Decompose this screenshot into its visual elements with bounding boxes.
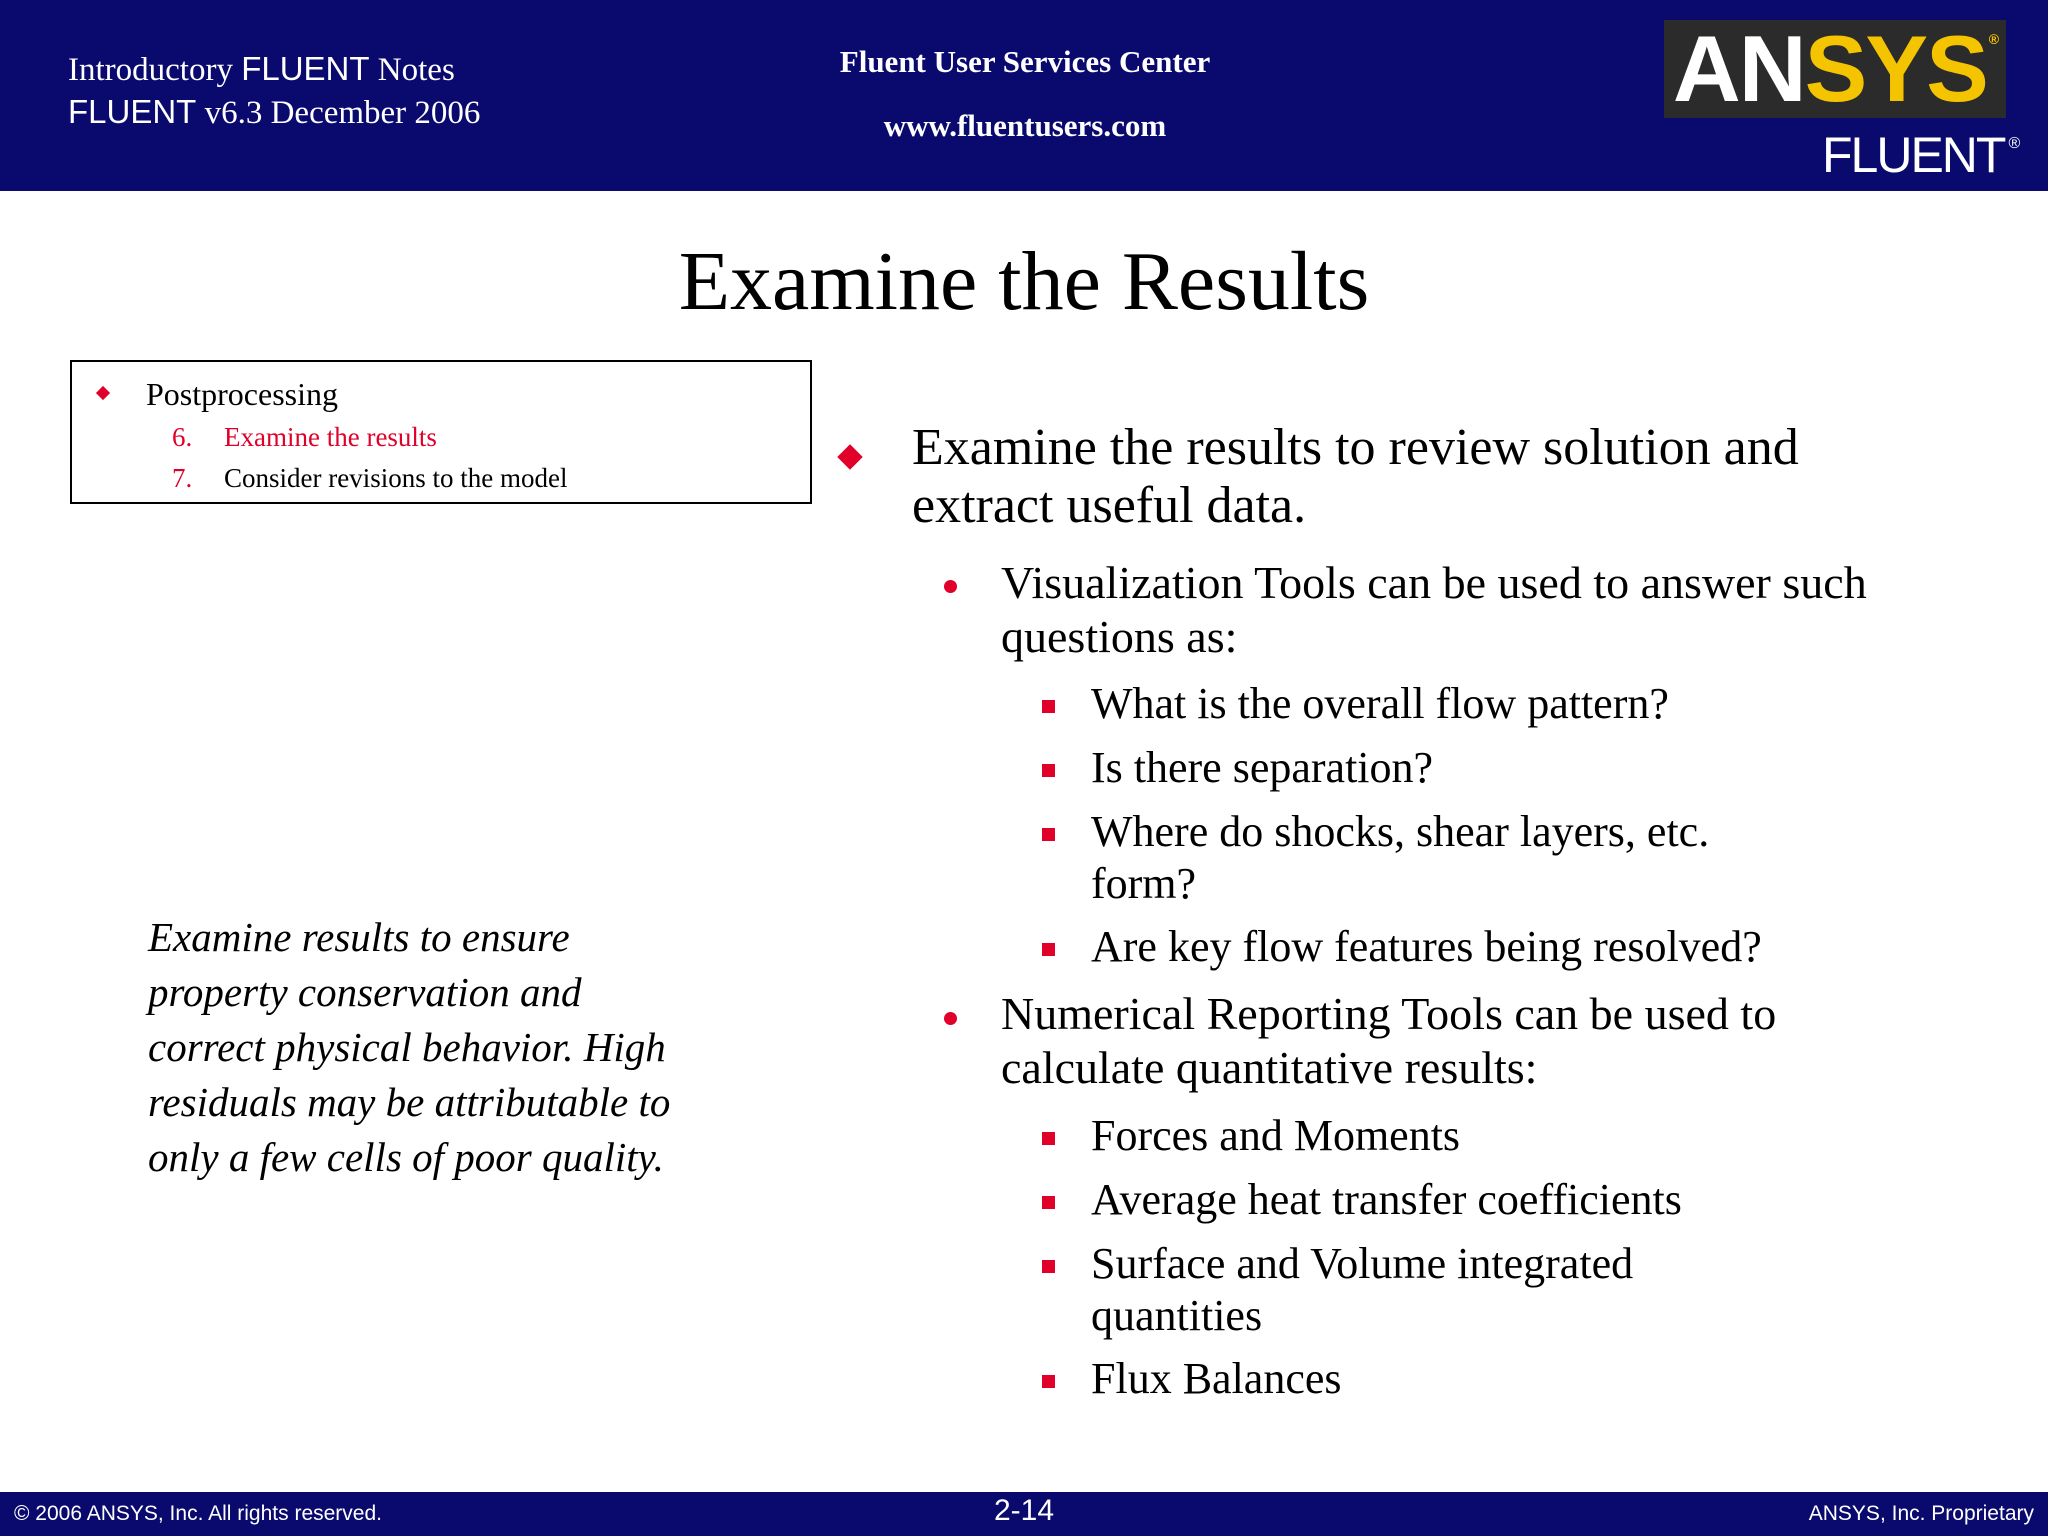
list-item: Surface and Volume integrated quantities — [1091, 1239, 1634, 1340]
dot-bullet-icon — [944, 1012, 957, 1025]
logo-registered-mark: ® — [1988, 31, 1998, 47]
square-bullet-icon — [1042, 1132, 1055, 1145]
list-item: Flux Balances — [1091, 1354, 1342, 1403]
ansys-logo — [1664, 16, 2006, 121]
copyright: © 2006 ANSYS, Inc. All rights reserved. — [14, 1502, 382, 1525]
course-version-date: v6.3 December 2006 — [196, 95, 481, 131]
step-number: 6. — [172, 422, 193, 452]
square-bullet-icon — [1042, 943, 1055, 956]
list-item: What is the overall flow pattern? — [1091, 679, 1669, 728]
list-item: Are key flow features being resolved? — [1091, 922, 1762, 971]
diamond-bullet-icon — [837, 444, 862, 469]
square-bullet-icon — [1042, 700, 1055, 713]
footer-band — [0, 1492, 2048, 1536]
diamond-bullet-icon — [96, 386, 110, 400]
dot-bullet-icon — [944, 580, 957, 593]
list-item: Average heat transfer coefficients — [1091, 1175, 1682, 1224]
services-center-name: Fluent User Services Center — [839, 44, 1211, 79]
logo-text-sys: SYS — [1804, 16, 1987, 121]
step-label: Examine the results — [224, 422, 437, 452]
proprietary-notice: ANSYS, Inc. Proprietary — [1808, 1502, 2034, 1525]
main-bullet: Examine the results to review solution and extract useful data. — [912, 419, 1799, 534]
fluent-registered-mark: ® — [2008, 135, 2021, 152]
header-band — [0, 0, 2048, 191]
square-bullet-icon — [1042, 1260, 1055, 1273]
list-item: Is there separation? — [1091, 743, 1434, 792]
fluent-logo-word: FLUENT — [1822, 127, 2005, 183]
side-note: Examine results to ensure property conservation and correct physical behavior. High residuals may be attributable to only a few cells of poor quality. — [148, 914, 671, 1180]
step-label: Consider revisions to the model — [224, 463, 568, 493]
page-number: 2-14 — [993, 1494, 1055, 1527]
course-title-part1: Introductory — [68, 52, 242, 88]
services-center-url: www.fluentusers.com — [883, 108, 1167, 143]
course-title — [68, 48, 480, 91]
services-center — [760, 44, 1290, 144]
section-numerical-reporting: Numerical Reporting Tools can be used to calculate quantitative results: — [1001, 988, 1777, 1093]
course-title-product: FLUENT — [241, 50, 370, 87]
slide-title: Examine the Results — [678, 235, 1370, 328]
logo-text-an: AN — [1672, 16, 1805, 121]
course-version-product: FLUENT — [68, 93, 197, 130]
course-info — [68, 48, 480, 134]
steps-heading: Postprocessing — [146, 376, 338, 412]
step-number: 7. — [172, 463, 193, 493]
square-bullet-icon — [1042, 1375, 1055, 1388]
course-version — [68, 91, 480, 134]
list-item: Where do shocks, shear layers, etc. form? — [1091, 807, 1710, 908]
course-title-part2: Notes — [369, 52, 455, 88]
workflow-steps-box — [70, 360, 812, 504]
fluent-logo-text — [1822, 126, 2020, 184]
section-visualization: Visualization Tools can be used to answer such questions as: — [1001, 557, 1867, 662]
square-bullet-icon — [1042, 828, 1055, 841]
square-bullet-icon — [1042, 1196, 1055, 1209]
list-item: Forces and Moments — [1091, 1111, 1461, 1160]
square-bullet-icon — [1042, 764, 1055, 777]
